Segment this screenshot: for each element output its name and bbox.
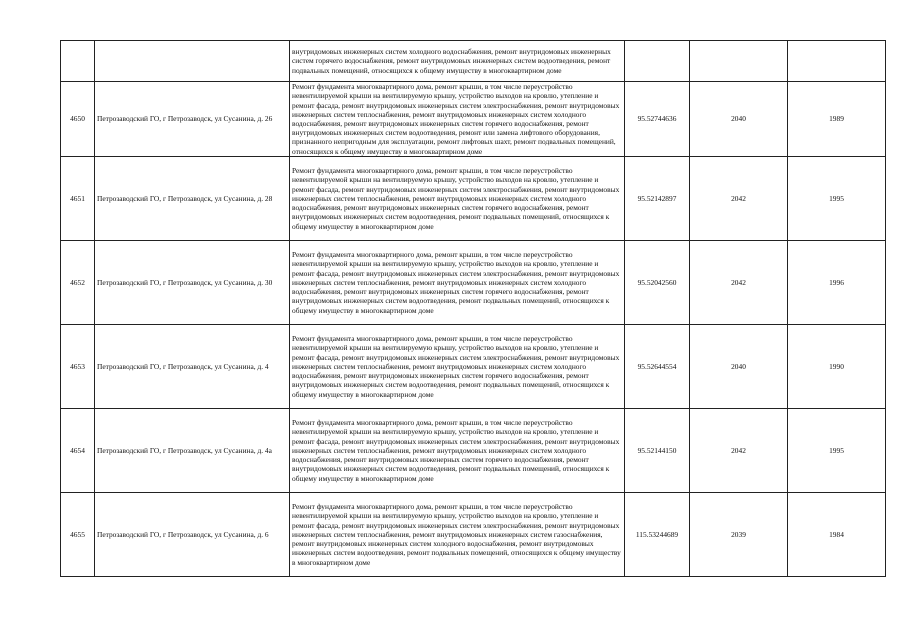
cell-planned-year bbox=[690, 41, 788, 82]
cell-area: 95.52042560 bbox=[625, 241, 690, 325]
cell-planned-year: 2042 bbox=[690, 157, 788, 241]
cell-number: 4655 bbox=[61, 493, 95, 577]
registry-table bbox=[60, 40, 886, 577]
cell-work-types: Ремонт фундамента многоквартирного дома, ремонт крыши, в том числе переустройство невентилируемой крыши на вентилируемую крышу, устройство выходов на кровлю, утепление и ремонт фасада, ремонт внутридомовых инженерных систем электроснабжения, ремонт внутридомовых инженерных систем теплоснабжения, ремонт внутридомовых инженерных систем газоснабжения, ремонт внутридомовых инженерных систем холодного водоснабжения, ремонт внутридомовых инженерных систем водоотведения, ремонт подвальных помещений, относящихся к общему имуществу в многоквартирном доме bbox=[290, 493, 625, 577]
table-row bbox=[61, 325, 886, 409]
cell-address: Петрозаводский ГО, г Петрозаводск, ул Сусанина, д. 4а bbox=[95, 409, 290, 493]
cell-build-year bbox=[788, 41, 886, 82]
cell-work-types: внутридомовых инженерных систем холодного водоснабжения, ремонт внутридомовых инженерных систем горячего водоснабжения, ремонт внутридомовых инженерных систем водоотведения, ремонт подвальных помещений, относящихся к общему имуществу в многоквартирном доме bbox=[290, 41, 625, 82]
cell-planned-year: 2039 bbox=[690, 493, 788, 577]
cell-address bbox=[95, 41, 290, 82]
cell-build-year: 1990 bbox=[788, 325, 886, 409]
cell-work-types: Ремонт фундамента многоквартирного дома, ремонт крыши, в том числе переустройство невентилируемой крыши на вентилируемую крышу, устройство выходов на кровлю, утепление и ремонт фасада, ремонт внутридомовых инженерных систем электроснабжения, ремонт внутридомовых инженерных систем теплоснабжения, ремонт внутридомовых инженерных систем холодного водоснабжения, ремонт внутридомовых инженерных систем горячего водоснабжения, ремонт внутридомовых инженерных систем водоотведения, ремонт подвальных помещений, относящихся к общему имуществу в многоквартирном доме bbox=[290, 409, 625, 493]
cell-work-types: Ремонт фундамента многоквартирного дома, ремонт крыши, в том числе переустройство невентилируемой крыши на вентилируемую крышу, устройство выходов на кровлю, утепление и ремонт фасада, ремонт внутридомовых инженерных систем электроснабжения, ремонт внутридомовых инженерных систем теплоснабжения, ремонт внутридомовых инженерных систем холодного водоснабжения, ремонт внутридомовых инженерных систем горячего водоснабжения, ремонт внутридомовых инженерных систем водоотведения, ремонт подвальных помещений, относящихся к общему имуществу в многоквартирном доме bbox=[290, 157, 625, 241]
cell-build-year: 1989 bbox=[788, 82, 886, 157]
cell-address: Петрозаводский ГО, г Петрозаводск, ул Сусанина, д. 6 bbox=[95, 493, 290, 577]
cell-work-types: Ремонт фундамента многоквартирного дома, ремонт крыши, в том числе переустройство невентилируемой крыши на вентилируемую крышу, устройство выходов на кровлю, утепление и ремонт фасада, ремонт внутридомовых инженерных систем электроснабжения, ремонт внутридомовых инженерных систем теплоснабжения, ремонт внутридомовых инженерных систем холодного водоснабжения, ремонт внутридомовых инженерных систем горячего водоснабжения, ремонт внутридомовых инженерных систем водоотведения, ремонт подвальных помещений, относящихся к общему имуществу в многоквартирном доме bbox=[290, 325, 625, 409]
cell-work-types: Ремонт фундамента многоквартирного дома, ремонт крыши, в том числе переустройство невентилируемой крыши на вентилируемую крышу, устройство выходов на кровлю, утепление и ремонт фасада, ремонт внутридомовых инженерных систем электроснабжения, ремонт внутридомовых инженерных систем теплоснабжения, ремонт внутридомовых инженерных систем холодного водоснабжения, ремонт внутридомовых инженерных систем горячего водоснабжения, ремонт внутридомовых инженерных систем водоотведения, ремонт или замена лифтового оборудования, признанного непригодным для эксплуатации, ремонт лифтовых шахт, ремонт подвальных помещений, относящихся к общему имуществу в многоквартирном доме bbox=[290, 82, 625, 157]
cell-area: 95.52142897 bbox=[625, 157, 690, 241]
cell-number: 4652 bbox=[61, 241, 95, 325]
cell-address: Петрозаводский ГО, г Петрозаводск, ул Сусанина, д. 28 bbox=[95, 157, 290, 241]
cell-area: 95.52644554 bbox=[625, 325, 690, 409]
cell-number: 4654 bbox=[61, 409, 95, 493]
cell-build-year: 1996 bbox=[788, 241, 886, 325]
cell-address: Петрозаводский ГО, г Петрозаводск, ул Сусанина, д. 4 bbox=[95, 325, 290, 409]
table-row bbox=[61, 82, 886, 157]
cell-number: 4651 bbox=[61, 157, 95, 241]
cell-number: 4653 bbox=[61, 325, 95, 409]
table-row bbox=[61, 493, 886, 577]
table-row bbox=[61, 241, 886, 325]
table-row-continuation bbox=[61, 41, 886, 82]
cell-build-year: 1984 bbox=[788, 493, 886, 577]
cell-area: 95.52144150 bbox=[625, 409, 690, 493]
cell-area: 115.53244689 bbox=[625, 493, 690, 577]
cell-planned-year: 2040 bbox=[690, 82, 788, 157]
cell-address: Петрозаводский ГО, г Петрозаводск, ул Сусанина, д. 30 bbox=[95, 241, 290, 325]
cell-build-year: 1995 bbox=[788, 409, 886, 493]
cell-work-types: Ремонт фундамента многоквартирного дома, ремонт крыши, в том числе переустройство невентилируемой крыши на вентилируемую крышу, устройство выходов на кровлю, утепление и ремонт фасада, ремонт внутридомовых инженерных систем электроснабжения, ремонт внутридомовых инженерных систем теплоснабжения, ремонт внутридомовых инженерных систем холодного водоснабжения, ремонт внутридомовых инженерных систем горячего водоснабжения, ремонт внутридомовых инженерных систем водоотведения, ремонт подвальных помещений, относящихся к общему имуществу в многоквартирном доме bbox=[290, 241, 625, 325]
cell-area: 95.52744636 bbox=[625, 82, 690, 157]
cell-number: 4650 bbox=[61, 82, 95, 157]
table-row bbox=[61, 409, 886, 493]
cell-area bbox=[625, 41, 690, 82]
cell-planned-year: 2042 bbox=[690, 241, 788, 325]
cell-number bbox=[61, 41, 95, 82]
table-row bbox=[61, 157, 886, 241]
cell-build-year: 1995 bbox=[788, 157, 886, 241]
cell-planned-year: 2040 bbox=[690, 325, 788, 409]
cell-address: Петрозаводский ГО, г Петрозаводск, ул Сусанина, д. 26 bbox=[95, 82, 290, 157]
cell-planned-year: 2042 bbox=[690, 409, 788, 493]
